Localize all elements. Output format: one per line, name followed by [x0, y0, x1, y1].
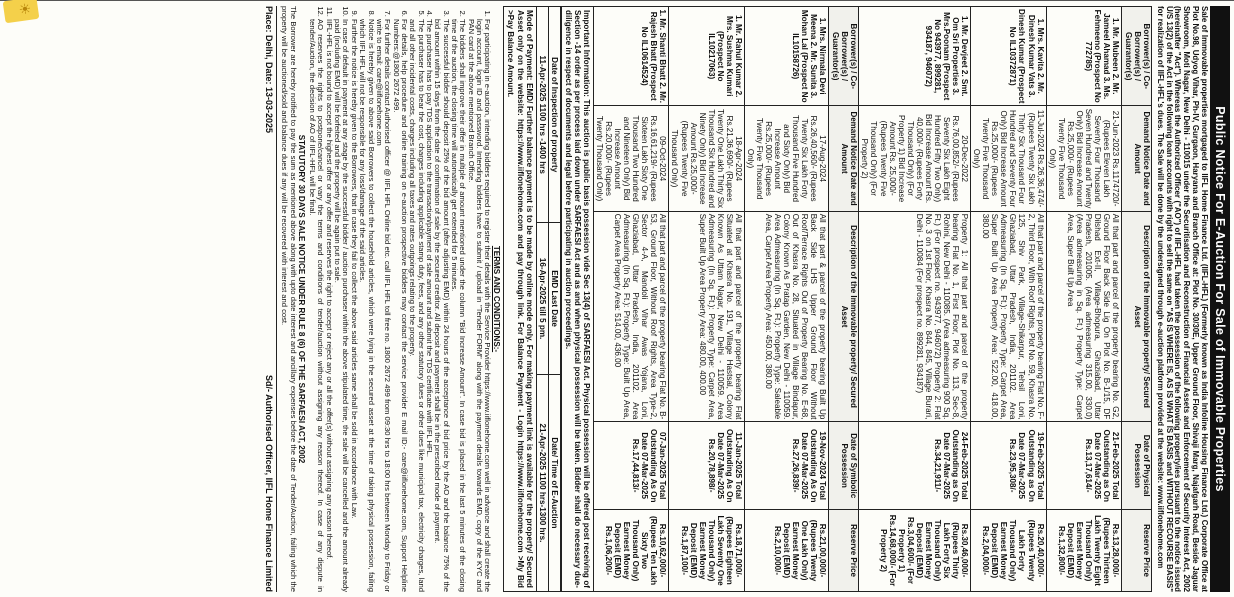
description-cell: All that part and parcel of the property bearing Flat No. F-2, Third Floor, With Roof Rights, Plot No. 59, Khasra No. 125, Shiv Park, Village-Shikarpur, Tehsil Loni, Ghaziabad, Uttar Pradesh, India, 201102. Area Admeasuring (In Sq. Ft.): Property Type: Carpet Area, Super Built Up Area Property Area: 522.00, 418.00, 380.00	[971, 211, 1047, 422]
term-item: 11. IIFL-HFL is not bound to accept the highest offer or any offer and reserves the right to accept or reject any or all the offer(s) without assigning any reason thereof.	[324, 19, 332, 592]
sticky-tab	[3, 0, 40, 23]
borrowers-cell: 1. Mr. Rahul Kumar 2. Mrs. Sushma Kumari (Prospect No IL10217063)	[669, 7, 745, 106]
possession-cell: 11-Jan-2025 Total Outstanding As On Date 07-Mar-2025 Rs.20,78,898/-	[669, 422, 745, 510]
table-row	[593, 7, 669, 592]
statutory-text: The Borrower are hereby notified to pay the sum as mentioned above along with upto date interest and ancillary expenses before the date of Tender/Auction, failing which the property will be auctioned/sold and balance dues if any will be recovered with interest and cost.	[280, 6, 298, 592]
term-item: 8. Notice is hereby given to above said Borrowers to collect the household articles, which were lying in the secured asset at the time of taking physical possession, failing which IIFL HFL will not be responsible for any loss/damage of the said articles.	[358, 19, 375, 592]
demand-cell: 17-Aug-2024 Rs.26,40,560/- (Rupees Twenty Six Lakh Forty Thousand Five Hundred and Sixty Only) Bid Increase Amount Rs.25,000/- (Rupees Twenty Five Thousand Only)	[744, 106, 829, 211]
auction-label: Date/ Time of E-Auction	[548, 374, 560, 591]
reserve-cell: Rs.10,62,000/- (Rupees Ten Lakh Sixty Two Thousand Only) Earnest Money Deposit (EMD) Rs.1,06,200/-	[593, 510, 669, 592]
term-item: 5. The purchaser has to bear the cost, charges including applicable stamp duty, fees, and any other statutory dues or other dues like municipal tax, electricity charges, land and all other incidental costs, charges including all taxes and rates outgoings relating to the property.	[408, 19, 425, 592]
term-item: 2. The bidders shall improve their offer in multiple of amount mentioned under the column "Bid Increase Amount". In case bid is placed in the last 5 minutes of the closing time of the auction, the closing time will automatically get extended for 5 minutes.	[450, 19, 467, 592]
notice-title: Public Notice For E-Auction For Sale of Immovable Properties	[1210, 6, 1230, 592]
demand-cell: 20-Dec-2022 Rs.76,00,852/- (Rupees Seventy Six Lakh Eight Hundred Fifty Two Only) Bid Increase Amount Rs. 40,000/- (Rupees Forty Thousand Only) (For Property 1) Bid Increase Amount Rs. 25,000/- (Rupees Twenty Five Thousand Only) (For Property 2)	[859, 106, 971, 211]
table-row	[744, 7, 829, 592]
col-header-description: Description of the Immovable property/ Secured Asset	[829, 211, 859, 422]
reserve-cell: Rs.21,00,000/- (Rupees Twenty One Lakh Only) Earnest Money Deposit (EMD) Rs.2,10,000/-	[744, 510, 829, 592]
possession-cell: 24-Feb-2025 Total Outstanding as On Date 07-Mar-2025 Rs.34,21,911/-	[859, 422, 971, 510]
possession-cell: 21-Feb-2025 Total Outstanding as On Date 07-Mar-2025 Rs.13,17,614/-	[1046, 422, 1122, 510]
table-row	[1046, 7, 1122, 592]
possession-cell: 19-Feb-2025 Total Outstanding as On Date 07-Mar-2025 Rs.23,95,308/-	[971, 422, 1047, 510]
term-item: 1. For participating in e-auction, intending bidders required to register their details with the Service Provider https://www.iiflonehome.com well in advance and shall create the login account, login ID and password. Intending bidders have to submit / upload in "Tender FORM" along with the payment details towards EMD, copy of the KYC and PAN card at the above mentioned Branch Office.	[466, 19, 491, 592]
term-item: 3. The successful bidder should deposit 25% of the bid amount (after adjusting EMD) within 24 hours of the acceptance of bid price by the AO and the balance 75% of the bid amount within 15 days from the date of confirmation of sale by the secured creditor. All deposit and payment shall be in the prescribed mode of payment.	[433, 19, 450, 592]
term-item: 6. For details, help procedure and online training on e-auction prospective bidders may contact the service provider E mail ID:- care@iiflonehome.com, Support Helpline Numbers:@1800 2672 499.	[391, 19, 408, 592]
demand-cell: 11-Jul-2024 Rs.26,36,474/- (Rupees Twenty Six Lakh Thirty Six Thousand Four Hundred and Seventy Four Only) Bid Increase Amount Rs.25,000/- (Rupees Twenty Five Thousand Only)	[971, 106, 1047, 211]
reserve-cell: Rs.18,71,000/- (Rupees Eighteen Lakh Seventy One Thousand Only) Earnest Money Deposit (EMD) Rs.1,87,100/-	[669, 510, 745, 592]
authorised-signatory: Sd/- Authorised Officer, IIFL Home Finance Limited	[263, 374, 274, 592]
payment-mode: Mode of Payment: EMD/ Further balance payment is to be made by online mode only. For making payment link is available for the property/ Secured Asset only on the website: https://www.iiflonehome.com and pay through link. For Balance Payment - Login https://www.iiflonehome.com >My Bid >Pay Balance Amount.	[503, 6, 535, 592]
table-row	[971, 7, 1047, 592]
emd-value: 16-Apr-2025 till 5 pm.	[536, 223, 548, 375]
term-item: 4. The purchaser has to pay TDS application to the transaction/payment of sale amount and submit the TDS certificate with IIFL HFL.	[425, 19, 433, 592]
intro-paragraph: Sale of Immovable properties mortgaged to IIFL Home Finance Ltd. (IIFL-HFL) (Formerly known as India Infoline Housing Finance Ltd.) Corporate Office at Plot No.98, Udyog Vihar, Ph-IV, Gurgaon, Haryana and Branch Office at: Plot No. 30/30E, Upper Ground Floor, Shivaji Marg, Najafgarh Road, Beside Jaguar Showroom, Moti Nagar, New Delhi - 110015 under the Securitisation and Reconstruction of Financial Assets and Enforcement of Security Interest Act, 2002 (hereinafter "Act"). Whereas the Authorized Officer ("AO") of IIFL-HFL had taken the possession of the following property/ies pursuant to the notice issued U/S 13(2) of the Act in the following loan accounts with right to sell the same on "AS IS WHERE IS, AS IS WHAT IS BASIS and WITHOUT RECOURSE BASIS" for realization of IIFL-HFL's dues. The Sale will be done by the undersigned through e-auction platform provided at the website: www.iiflonehome.com	[1155, 6, 1209, 592]
reserve-cell: Rs.13,28,000/- (Rupees Thirteen Lakh Twenty Eight Thousand Only) Earnest Money Deposit (EMD) Rs.1,32,800/-	[1046, 510, 1122, 592]
description-cell: All that part and parcel of the property bearing No. G2, Ground Floor Back Side Lig On Plot No. B-1/15, DF Dilshad Ext-II, Village-Bhopura, Ghaziabad, Uttar Pradesh, 201005. (Area admeasuring 315.00, 330.0) (Area admeasuring in Sq. Ft.) Property Type: Carpet Area, Super Built Up Area	[1046, 211, 1122, 422]
possession-cell: 07-Jan-2025 Total Outstanding As On Date 07-Mar-2025 Rs.17,44,813/-	[593, 422, 669, 510]
term-item: 10. In case of default in payment at any stage by the successful bidder / auction purchaser within the above stipulated time, the sale will be cancelled and the amount already paid (including EMD) will be forfeited and the property will be again put to sale.	[333, 19, 350, 592]
demand-cell: 09-Oct-2024 Rs.16,61,219/- (Rupees Sixteen Lakh Sixty One Thousand Two Hundred and Nineteen Only) Bid Increase Amount Rs.20,000/- (Rupees Twenty Thousand Only)	[593, 106, 669, 211]
reserve-cell: Rs.30,46,000/- (Rupees Thirty Lakh Forty Six Thousand Only) Earnest Money Deposit (EMD) Rs.3,04,600/- (For Property 1) Rs.14,68,000/- (For Property 2)	[859, 510, 971, 592]
col-header-borrowers: Borrower(s) / Co-Borrower(s) / Guarantor(s)	[1122, 7, 1152, 106]
statutory-heading: STATUTORY 30 DAYS SALE NOTICE UNDER RULE 8 (6) OF THE SARFAESI ACT, 2002	[296, 134, 306, 464]
borrowers-cell: 1. Mrs. Kavita 2. Mr. Dinesh Kumar Vats 3. Dinesh Kumar (Prospect No IL10372871)	[971, 7, 1047, 106]
sun-icon: ☀	[16, 1, 34, 17]
table-row	[669, 7, 745, 592]
term-item: 12. AO reserves the rights to postpone/cancel or vary the terms and conditions of tender/auction without assigning any reason thereof. In case of any dispute in tender/Auction, the decision of AO of IIFL-HFL will be final.	[308, 19, 325, 592]
demand-cell: 21-Jun-2023 Rs.1174720/- (Rupees Eleven Lakh Seventy Four Thousand Seven Hundred and Twenty Only) Bid Increase Amount Rs.25,000/- (Rupees Twenty Five Thousand Only)	[1046, 106, 1122, 211]
symbolic-possession-table	[593, 6, 859, 592]
inspection-label: Date of Inspection of property	[548, 7, 560, 223]
description-cell: All that part and parcel of the property bearing Flat Situated at Khasra No. 191, Village Hastsal, Colony Known As Uttam Nagar, New Delhi - 110059. Area Admeasuring (In Sq. Ft.): Property Type: Carpet Area, Super Built Up Area Property Area: 480.00, 400.00	[669, 211, 745, 422]
terms-heading: TERMS AND CONDITIONS:-	[492, 245, 502, 353]
auction-value: 21-Apr-2025 1100 hrs-1300 hrs.	[536, 374, 548, 591]
possession-cell: 19-Nov-2024 Total Outstanding As On Date 07-Mar-2025 Rs.27,26,839/-	[744, 422, 829, 510]
table-row	[859, 7, 971, 592]
col-header-reserve: Reserve Price	[829, 510, 859, 592]
col-header-description: Description of the Immovable property/ Secured Asset	[1122, 211, 1152, 422]
reserve-cell: Rs.20,40,000/- (Rupees Twenty Lakh Forty Thousand Only) Earnest Money Deposit (EMD) Rs.2,04,000/-	[971, 510, 1047, 592]
borrowers-cell: 1. Mr. Shanti Bhatt 2. Mr. Rajesh Bhatt (Prospect No IL10614524)	[593, 7, 669, 106]
term-item: 9. Further the notice is hereby given to the Borrowers, that in case they fail to collect the above said articles same shall be sold in accordance with Law.	[350, 19, 358, 592]
emd-label: EMD Last Date	[548, 223, 560, 375]
col-header-demand: Demand Notice Date and Amount	[1122, 106, 1152, 211]
terms-list	[308, 6, 492, 592]
col-header-borrowers: Borrower(s) / Co-Borrower(s) / Guarantor(s)	[829, 7, 859, 106]
description-cell: Property 1: All that part and parcel of the property bearing Flat No. 1, First Floor, Plot No. 113, Sec-8, Rohini, New Delhi - 110085. (Area admeasuring 900 Sq. Ft.) (For prospect no. 943977, 946072) Property 2: Flat No. 3 on 1st Floor, Khasra No. 844, 845, Village Burari, Delhi - 110084 (For prospect no. 899281, 934187)	[859, 211, 971, 422]
inspection-value: 11-Apr-2025 1100 hrs -1400 hrs	[536, 7, 548, 223]
borrowers-cell: 1. Mrs. Nirmala Devi Meena 2. Mr. Sunita 3. Mohan Lal (Prospect No IL10158726)	[744, 7, 829, 106]
demand-cell: 18-Apr-2024 Rs.21,36,690/- (Rupees Twenty One Lakh Thirty Six Thousand Six Hundred and Ninety Only) Bid Increase Amount Rs.25,000/- (Rupees Twenty Five Thousand Only)	[669, 106, 745, 211]
auction-dates-table	[536, 6, 561, 592]
col-header-possession: Date of Symbolic Possession	[829, 422, 859, 510]
col-header-reserve: Reserve Price	[1122, 510, 1152, 592]
term-item: 7. For further details contact Authorised officer @ IIFL HFL Online bid etc. call IIFL HFL toll free no. 1800 2672 499 from 09:30 hrs to 18:00 hrs between Monday to Friday or write to email: care@iiflonehome.com	[375, 19, 392, 592]
col-header-demand: Demand Notice Date and Amount	[829, 106, 859, 211]
notice-footer	[264, 6, 277, 592]
physical-possession-table	[858, 6, 1152, 592]
borrowers-cell: 1. Mr. Mubeen 2. Mr. Jameel Ahamad 3. Ms. Fehmeeno (Prospect No 772785)	[1046, 7, 1122, 106]
borrowers-cell: 1. Mr. Devjeet 2. Smt. Om Sri Properties 3. Mrs.Poonam (Prospect No 943977, 899281, 934187, 946072)	[859, 7, 971, 106]
place-date: Place: Delhi, Date: 13-03-2025	[263, 6, 274, 134]
col-header-possession: Date of Physical Possession	[1122, 422, 1152, 510]
description-cell: All that part & parcel of the property bearing Built Up Back Side LHS Upper Ground Floor Without Roof/Terrace Rights Out of Property Bearing No. E-68, Out of Khasra No. 28, Situated in Village Bindapur, Colony Known As Pratap Garden, New Delhi - 110059. Area Admeasuring (In Sq. Ft.): Property Type: Saleable Area, Carpet Area Property Area: 450.00, 380.00	[744, 211, 829, 422]
description-cell: All that part and parcel of the property bearing Flat No. B-53, Ground Floor, Without Roof Rights, Area Type-2, Sector 4-A, Mandoli Vihar Awas Yojana, Loni, Ghaziabad, Uttar Pradesh, India, 201102. Area Admeasuring (In Sq. Ft.): Property Type: Built Up Area, Carpet Area Property Area: 514.00, 436.00	[593, 211, 669, 422]
important-information: Important Information: This auction is public basis possession vide Sec 13(4) of SARFAESI Act. Physical possession will be offered post receiving of Section -14 order as per process laid down under SARFAESI Act and as and when physical possession will be taken. Bidder shall do necessary due-diligence in respect of documents and legal before participating in auction proceedings.	[561, 6, 593, 592]
